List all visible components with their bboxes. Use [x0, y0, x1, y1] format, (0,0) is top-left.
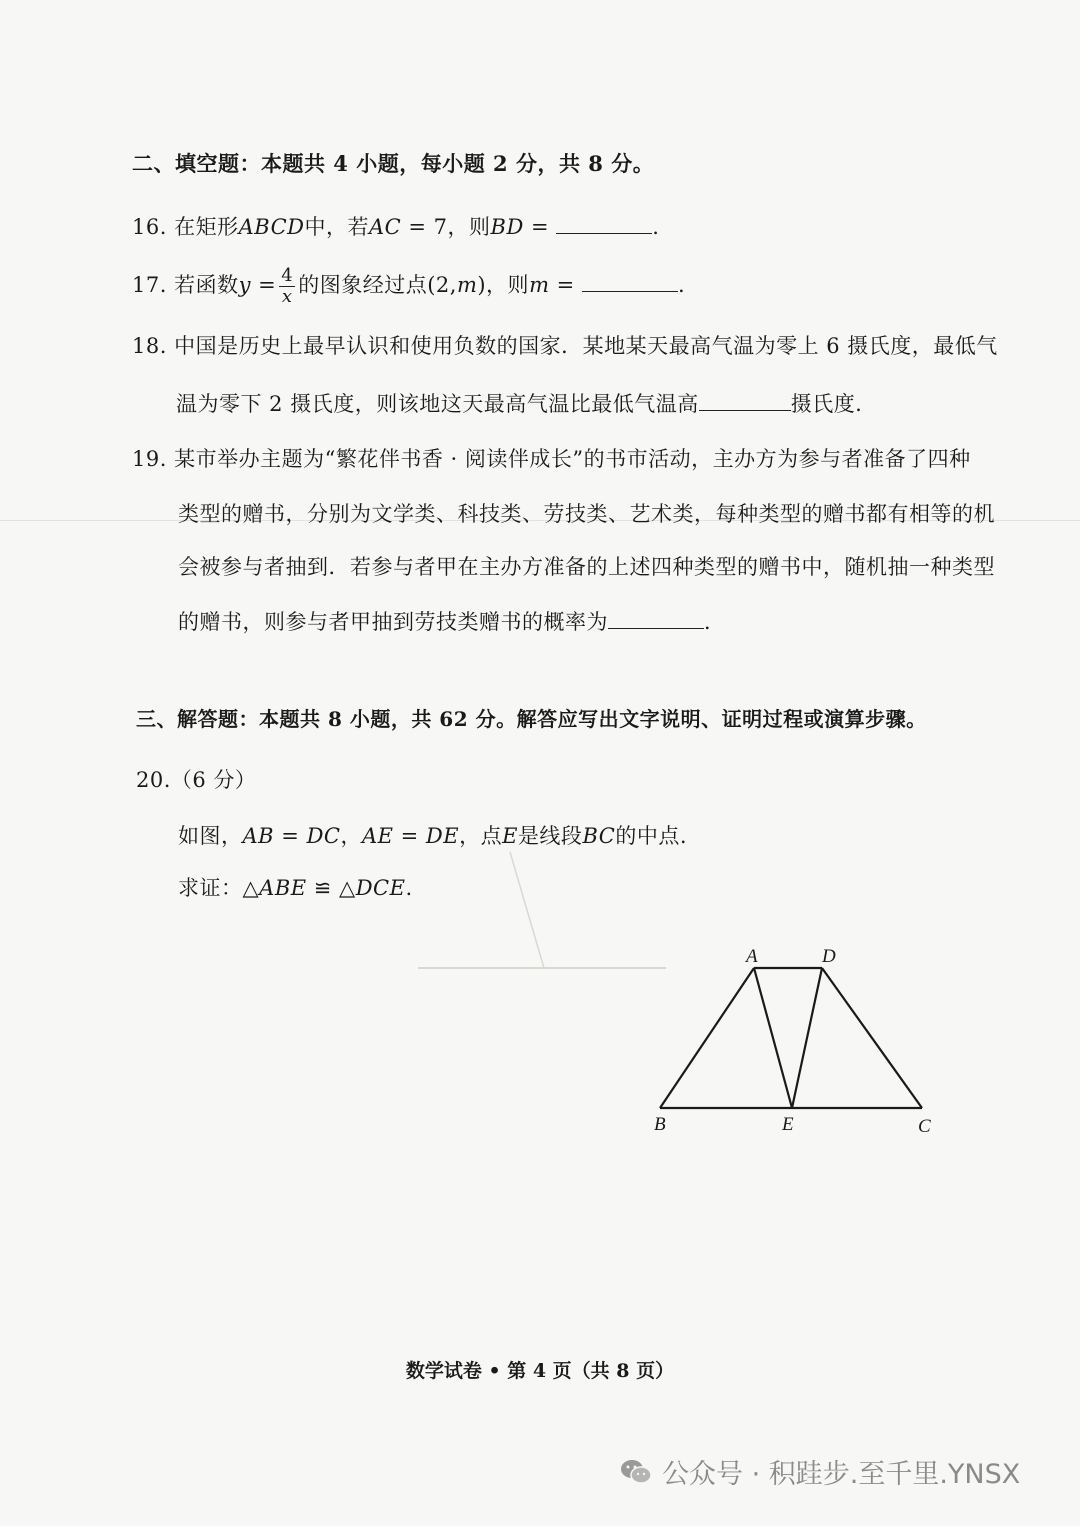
bleed-through-figure: [418, 850, 668, 990]
section-2-title: 二、填空题：本题共 4 小题，每小题 2 分，共 8 分。: [132, 151, 655, 176]
label-e: E: [782, 1114, 794, 1135]
segment-dc: [822, 968, 922, 1108]
page-footer: 数学试卷 • 第 4 页（共 8 页）: [405, 1360, 675, 1382]
question-number: 16.: [132, 215, 167, 239]
segment-de: [792, 968, 822, 1108]
answer-blank[interactable]: [608, 610, 704, 629]
question-20-header: 20.（6 分）: [136, 768, 257, 792]
question-19-line-3: 会被参与者抽到．若参与者甲在主办方准备的上述四种类型的赠书中，随机抽一种类型: [178, 555, 995, 579]
label-b: B: [654, 1114, 666, 1135]
question-number: 18.: [132, 334, 167, 358]
trapezoid-figure: [640, 940, 960, 1140]
label-a: A: [746, 946, 758, 967]
question-18-line-2: 温为零下 2 摄氏度，则该地这天最高气温比最低气温高 摄氏度．: [176, 392, 877, 416]
question-20-prove: 求证：△ABE ≌ △DCE.: [178, 876, 413, 900]
section-3-title: 三、解答题：本题共 8 小题，共 62 分。解答应写出文字说明、证明过程或演算步骤。: [136, 707, 927, 731]
question-16: 16. 在矩形ABCD中，若AC = 7，则BD = .: [132, 215, 660, 239]
watermark-text: 公众号 · 积跬步.至千里.YNSX: [662, 1459, 1021, 1490]
figure-lines: [660, 968, 922, 1108]
question-17: 17. 若函数y = $\frac{4}{x}$ 的图象经过点(2,m)，则m = .: [132, 265, 686, 307]
answer-blank[interactable]: [582, 273, 678, 292]
segment-ae: [754, 968, 792, 1108]
watermark: [620, 1452, 1020, 1491]
wechat-icon: [620, 1458, 652, 1486]
question-19-line-2: 类型的赠书，分别为文学类、科技类、劳技类、艺术类，每种类型的赠书都有相等的机: [178, 502, 995, 526]
question-number: 19.: [132, 447, 167, 471]
question-18-line-1: 18. 中国是历史上最早认识和使用负数的国家．某地某天最高气温为零上 6 摄氏度，最低气: [132, 334, 998, 358]
question-19-line-4: 的赠书，则参与者甲抽到劳技类赠书的概率为 ．: [178, 610, 726, 634]
label-c: C: [918, 1116, 931, 1137]
question-19-line-1: 19. 某市举办主题为“繁花伴书香 · 阅读伴成长”的书市活动，主办方为参与者准备了四种: [132, 447, 971, 471]
segment-ab: [660, 968, 754, 1108]
label-d: D: [822, 946, 836, 967]
answer-blank[interactable]: [699, 392, 791, 411]
answer-blank[interactable]: [556, 215, 652, 234]
question-20-given: 如图，AB = DC，AE = DE，点E是线段BC的中点.: [178, 824, 688, 848]
question-number: 17.: [132, 273, 167, 297]
fraction: $\frac{4}{x}$: [281, 265, 294, 307]
